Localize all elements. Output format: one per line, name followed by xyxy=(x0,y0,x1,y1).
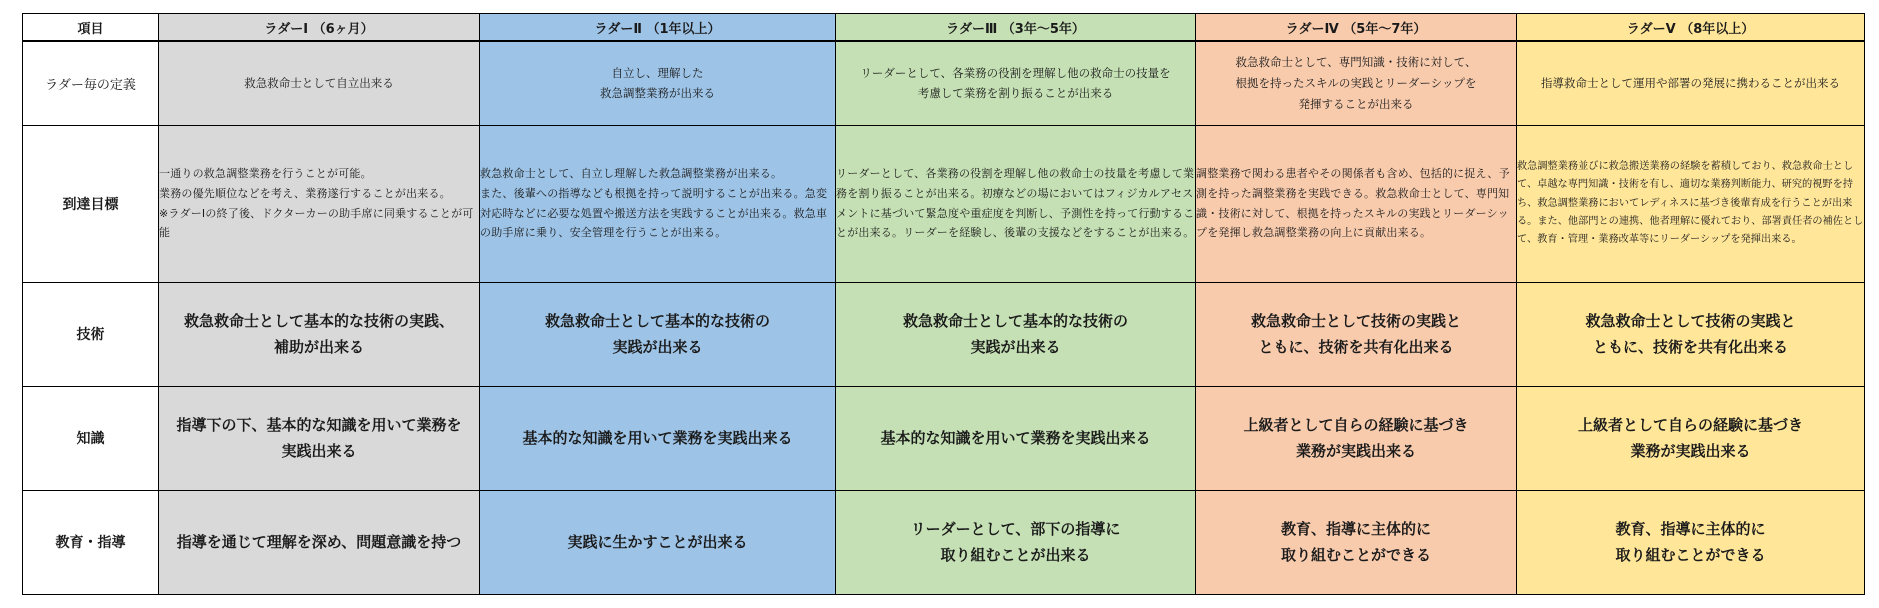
knowledge-ladder-4-text: 上級者として自らの経験に基づき 業務が実践出来る xyxy=(1243,416,1469,461)
knowledge-row xyxy=(23,386,1865,490)
education-ladder-5-text: 教育、指導に主体的に 取り組むことができる xyxy=(1615,520,1766,565)
knowledge-ladder-1 xyxy=(159,386,480,490)
header-ladder-2: ラダーⅡ （1年以上） xyxy=(480,14,836,42)
skill-ladder-3 xyxy=(836,282,1196,386)
definition-ladder-1 xyxy=(159,41,480,125)
skill-ladder-4-text: 救急救命士として技術の実践と ともに、技術を共有化出来る xyxy=(1250,312,1461,357)
education-ladder-2-text: 実践に生かすことが出来る xyxy=(567,533,748,552)
knowledge-ladder-4 xyxy=(1196,386,1517,490)
education-ladder-3 xyxy=(836,490,1196,594)
knowledge-ladder-2-text: 基本的な知識を用いて業務を実践出来る xyxy=(522,429,793,448)
education-ladder-4 xyxy=(1196,490,1517,594)
education-label: 教育・指導 xyxy=(23,490,159,594)
definition-ladder-5 xyxy=(1517,41,1865,125)
definition-row xyxy=(23,41,1865,125)
goal-row xyxy=(23,125,1865,282)
skill-row xyxy=(23,282,1865,386)
skill-ladder-2 xyxy=(480,282,836,386)
definition-ladder-4-text: 救急救命士として、専門知識・技術に対して、 根拠を持ったスキルの実践とリーダーシップを 発揮することが出来る xyxy=(1235,55,1477,111)
header-row xyxy=(23,14,1865,42)
goal-ladder-2-text: 救急救命士として、自立し理解した救急調整業務が出来る。 また、後輩への指導なども根拠を持って説明することが出来る。急変対応時などに必要な処置や搬送方法を実践することが出来る。救急車の助手席に乗り、安全管理を行うことが出来る。 xyxy=(480,167,828,240)
ladder-table xyxy=(22,13,1865,595)
knowledge-ladder-3 xyxy=(836,386,1196,490)
education-ladder-4-text: 教育、指導に主体的に 取り組むことができる xyxy=(1280,520,1431,565)
goal-ladder-1 xyxy=(159,125,480,282)
header-ladder-4: ラダーⅣ （5年～7年） xyxy=(1196,14,1517,42)
header-ladder-1: ラダーⅠ （6ヶ月） xyxy=(159,14,480,42)
skill-ladder-1-text: 救急救命士として基本的な技術の実践、 補助が出来る xyxy=(183,312,454,357)
skill-ladder-4 xyxy=(1196,282,1517,386)
definition-ladder-3 xyxy=(836,41,1196,125)
knowledge-ladder-5-text: 上級者として自らの経験に基づき 業務が実践出来る xyxy=(1577,416,1803,461)
skill-ladder-3-text: 救急救命士として基本的な技術の 実践が出来る xyxy=(902,312,1128,357)
definition-ladder-2-text: 自立し、理解した 救急調整業務が出来る xyxy=(600,65,715,101)
goal-ladder-3 xyxy=(836,125,1196,282)
skill-ladder-1 xyxy=(159,282,480,386)
definition-label: ラダー毎の定義 xyxy=(23,41,159,125)
header-item: 項目 xyxy=(23,14,159,42)
goal-label: 到達目標 xyxy=(23,125,159,282)
knowledge-ladder-3-text: 基本的な知識を用いて業務を実践出来る xyxy=(880,429,1151,448)
knowledge-label: 知識 xyxy=(23,386,159,490)
goal-ladder-4-text: 調整業務で関わる患者やその関係者も含め、包括的に捉え、予測を持った調整業務を実践できる。救急救命士として、専門知識・技術に対して、根拠を持ったスキルの実践とリーダーシップを発揮し救急調整業務の向上に貢献出来る。 xyxy=(1196,167,1510,240)
goal-ladder-1-text: 一通りの救急調整業務を行うことが可能。 業務の優先順位などを考え、業務遂行することが出来る。 ※ラダーⅠの終了後、ドクターカーの助手席に同乗することが可能 xyxy=(159,167,474,240)
definition-ladder-4 xyxy=(1196,41,1517,125)
header-ladder-3: ラダーⅢ （3年～5年） xyxy=(836,14,1196,42)
goal-ladder-4 xyxy=(1196,125,1517,282)
knowledge-ladder-2 xyxy=(480,386,836,490)
skill-label: 技術 xyxy=(23,282,159,386)
skill-ladder-5-text: 救急救命士として技術の実践と ともに、技術を共有化出来る xyxy=(1585,312,1796,357)
goal-ladder-2 xyxy=(480,125,836,282)
knowledge-ladder-1-text: 指導下の下、基本的な知識を用いて業務を 実践出来る xyxy=(176,416,462,461)
education-ladder-5 xyxy=(1517,490,1865,594)
skill-ladder-2-text: 救急救命士として基本的な技術の 実践が出来る xyxy=(544,312,770,357)
definition-ladder-1-text: 救急救命士として自立出来る xyxy=(244,75,394,90)
education-ladder-2 xyxy=(480,490,836,594)
definition-ladder-2 xyxy=(480,41,836,125)
education-ladder-3-text: リーダーとして、部下の指導に 取り組むことが出来る xyxy=(910,520,1121,565)
education-row xyxy=(23,490,1865,594)
goal-ladder-5 xyxy=(1517,125,1865,282)
education-ladder-1 xyxy=(159,490,480,594)
definition-ladder-5-text: 指導救命士として運用や部署の発展に携わることが出来る xyxy=(1541,75,1840,90)
definition-ladder-3-text: リーダーとして、各業務の役割を理解し他の救命士の技量を 考慮して業務を割り振ることが出来る xyxy=(860,65,1171,101)
knowledge-ladder-5 xyxy=(1517,386,1865,490)
skill-ladder-5 xyxy=(1517,282,1865,386)
education-ladder-1-text: 指導を通じて理解を深め、問題意識を持つ xyxy=(176,533,462,552)
goal-ladder-3-text: リーダーとして、各業務の役割を理解し他の救命士の技量を考慮して業務を割り振ることが出来る。初療などの場においてはフィジカルアセスメントに基づいて緊急度や重症度を判断し、予測性を持って行動することが出来る。リーダーを経験し、後輩の支援などをすることが出来る。 xyxy=(836,167,1195,240)
goal-ladder-5-text: 救急調整業務並びに救急搬送業務の経験を蓄積しており、救急救命士として、卓越な専門知識・技術を有し、適切な業務判断能力、研究的視野を持ち、救急調整業務においてレディネスに基づき後輩育成を行うことが出来る。また、他部門との連携、他者理解に優れており、部署責任者の補佐として、教育・管理・業務改革等にリーダーシップを発揮出来る。 xyxy=(1517,161,1864,245)
header-ladder-5: ラダーⅤ （8年以上） xyxy=(1517,14,1865,42)
